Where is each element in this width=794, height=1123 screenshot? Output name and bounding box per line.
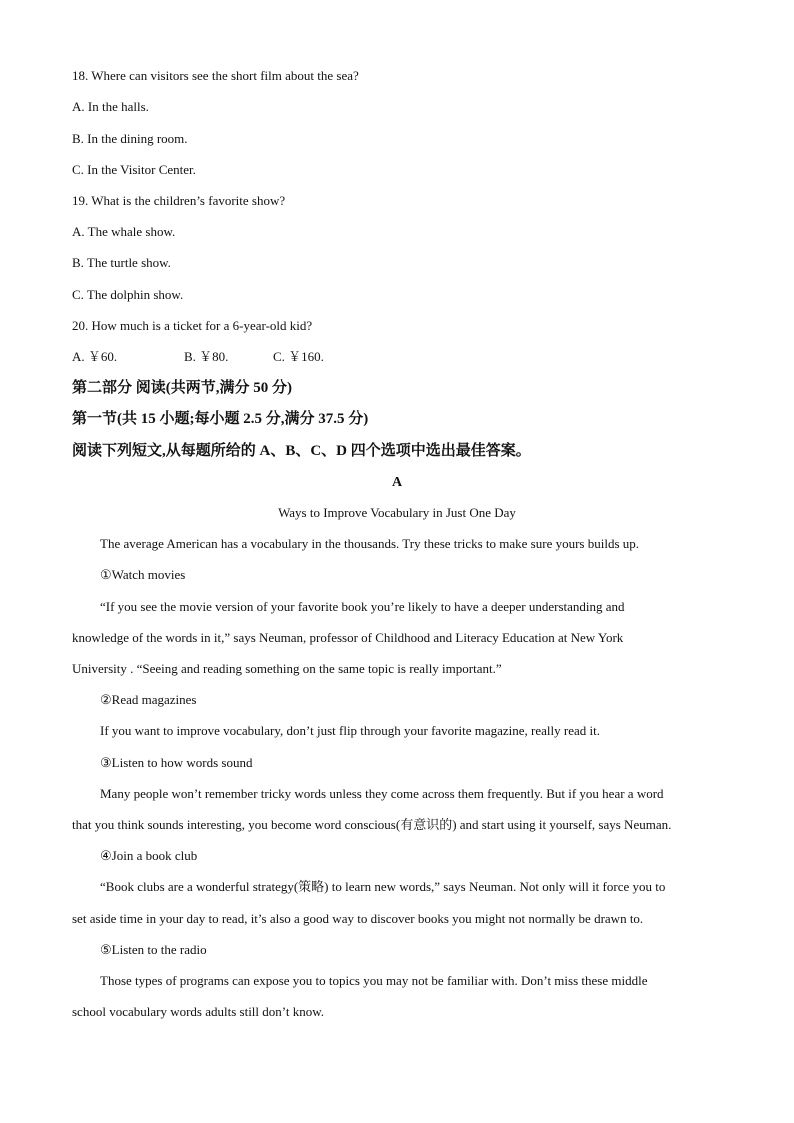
- question-20-option-c: C. ￥160.: [273, 349, 324, 364]
- part-title: 第二部分 阅读(共两节,满分 50 分): [72, 380, 292, 396]
- tip-5-paragraph-line-2: school vocabulary words adults still don’t know.: [72, 1004, 325, 1019]
- question-19-option-c: C. The dolphin show.: [72, 287, 184, 302]
- question-19-stem: 19. What is the children’s favorite show?: [72, 193, 286, 208]
- question-20-stem: 20. How much is a ticket for a 6-year-old kid?: [72, 318, 313, 333]
- section-subtitle: 第一节(共 15 小题;每小题 2.5 分,满分 37.5 分): [72, 411, 369, 427]
- tip-5-paragraph-line-1: Those types of programs can expose you to topics you may not be familiar with. Don’t miss these middle: [100, 973, 648, 988]
- passage-title: Ways to Improve Vocabulary in Just One Day: [278, 505, 516, 520]
- tip-3-paragraph-line-1: Many people won’t remember tricky words unless they come across them frequently. But if you hear a word: [100, 786, 664, 801]
- question-18-option-b: B. In the dining room.: [72, 131, 188, 146]
- tip-4-heading: ④Join a book club: [100, 848, 198, 863]
- question-18-stem: 18. Where can visitors see the short film about the sea?: [72, 68, 359, 83]
- tip-1-paragraph-line-3: University . “Seeing and reading something on the same topic is really important.”: [72, 661, 502, 676]
- tip-5-heading: ⑤Listen to the radio: [100, 942, 207, 957]
- section-instruction: 阅读下列短文,从每题所给的 A、B、C、D 四个选项中选出最佳答案。: [72, 443, 531, 459]
- tip-3-heading: ③Listen to how words sound: [100, 755, 253, 770]
- tip-1-paragraph-line-1: “If you see the movie version of your favorite book you’re likely to have a deeper understanding and: [100, 599, 625, 614]
- tip-4-paragraph-line-1: “Book clubs are a wonderful strategy(策略) to learn new words,” says Neuman. Not only will it force you to: [100, 879, 666, 894]
- question-19-option-b: B. The turtle show.: [72, 255, 171, 270]
- passage-label: A: [391, 475, 403, 490]
- tip-2-heading: ②Read magazines: [100, 692, 197, 707]
- question-18-option-a: A. In the halls.: [72, 99, 149, 114]
- question-19-option-a: A. The whale show.: [72, 224, 176, 239]
- tip-4-paragraph-line-2: set aside time in your day to read, it’s also a good way to discover books you might not normally be drawn to.: [72, 911, 644, 926]
- tip-1-heading: ①Watch movies: [100, 567, 186, 582]
- question-20-option-b: B. ￥80.: [184, 349, 229, 364]
- tip-3-paragraph-line-2: that you think sounds interesting, you become word conscious(有意识的) and start using it yourself, says Neuman.: [72, 817, 672, 832]
- tip-2-paragraph: If you want to improve vocabulary, don’t just flip through your favorite magazine, really read it.: [100, 723, 600, 738]
- question-18-option-c: C. In the Visitor Center.: [72, 162, 196, 177]
- question-20-option-a: A. ￥60.: [72, 349, 118, 364]
- passage-intro: The average American has a vocabulary in the thousands. Try these tricks to make sure yours builds up.: [100, 536, 640, 551]
- tip-1-paragraph-line-2: knowledge of the words in it,” says Neuman, professor of Childhood and Literacy Education at New York: [72, 630, 624, 645]
